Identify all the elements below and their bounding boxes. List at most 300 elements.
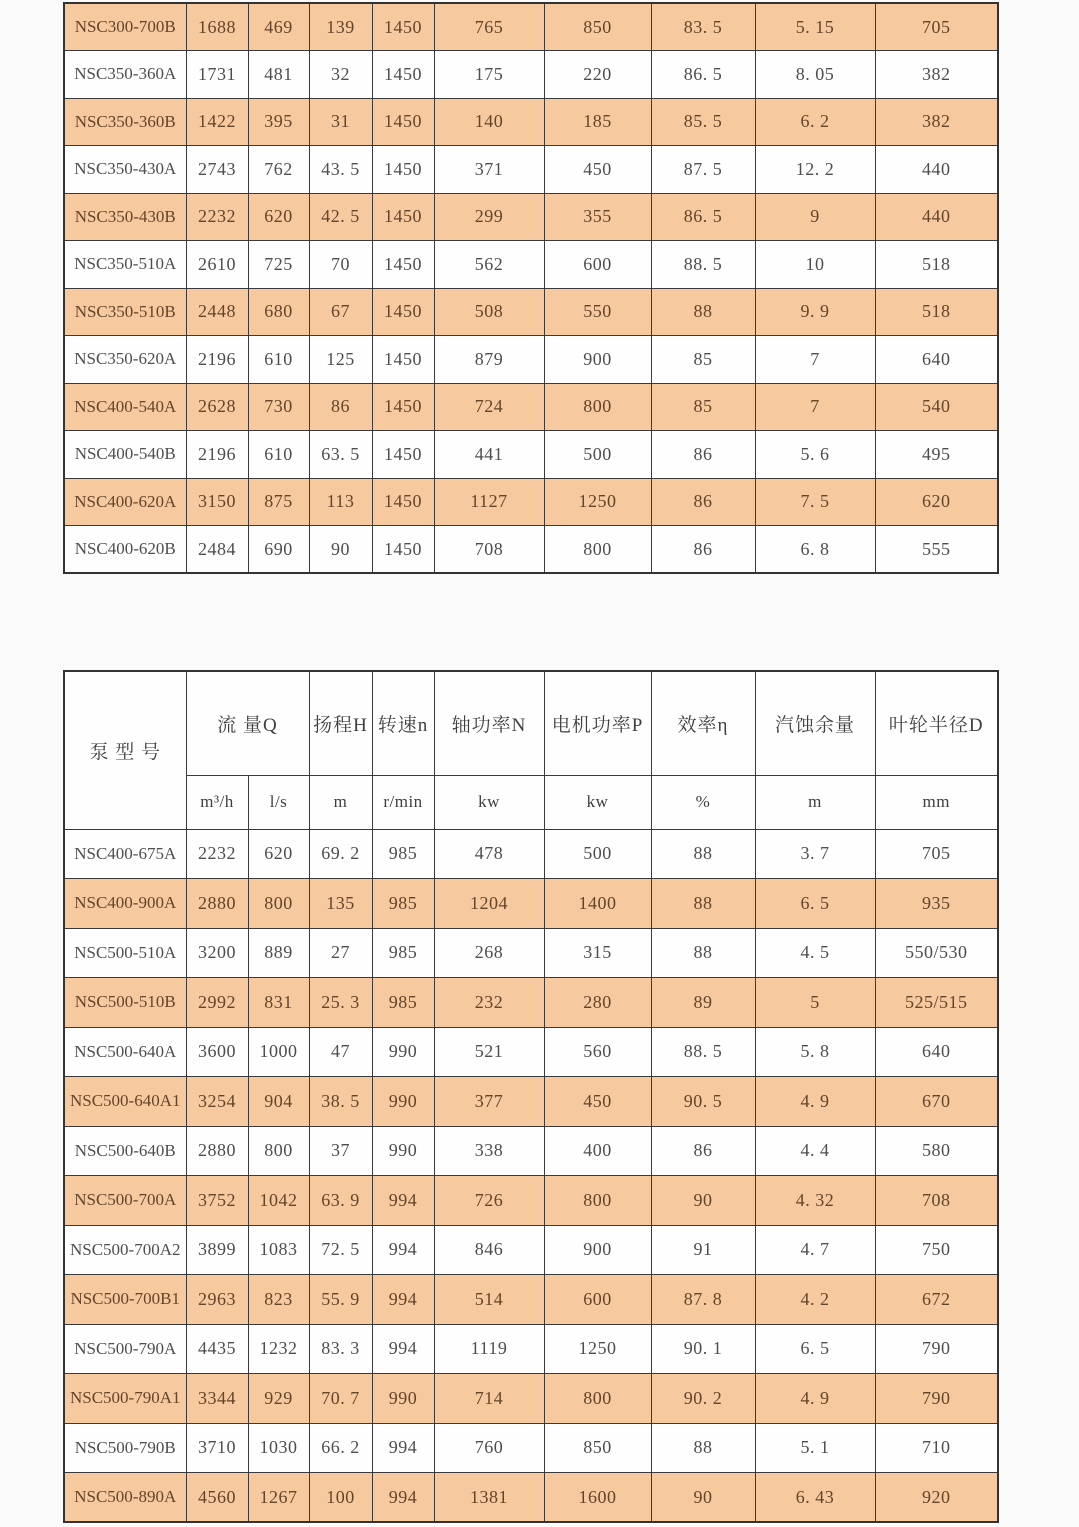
pump-spec-table-lower: [63, 670, 999, 1523]
value-cell: 1127: [434, 478, 544, 526]
value-cell: 1042: [248, 1176, 309, 1226]
value-cell: 1450: [372, 51, 434, 99]
header-shaft-power-n: 轴功率N: [434, 671, 544, 775]
table-row: [64, 1423, 998, 1473]
value-cell: 90: [309, 526, 372, 574]
value-cell: 55. 9: [309, 1275, 372, 1325]
pump-spec-table-upper: [63, 2, 999, 574]
value-cell: 3600: [186, 1027, 248, 1077]
value-cell: 800: [544, 526, 651, 574]
value-cell: 5. 1: [755, 1423, 875, 1473]
value-cell: 2743: [186, 146, 248, 194]
value-cell: 1083: [248, 1225, 309, 1275]
value-cell: 879: [434, 336, 544, 384]
value-cell: 8. 05: [755, 51, 875, 99]
value-cell: 889: [248, 928, 309, 978]
value-cell: 440: [875, 146, 998, 194]
value-cell: 63. 9: [309, 1176, 372, 1226]
value-cell: 86: [651, 526, 755, 574]
value-cell: 481: [248, 51, 309, 99]
table-row: [64, 431, 998, 479]
value-cell: 125: [309, 336, 372, 384]
value-cell: 89: [651, 978, 755, 1028]
value-cell: 70. 7: [309, 1374, 372, 1424]
pump-model-cell: NSC500-790A: [64, 1324, 186, 1374]
value-cell: 850: [544, 1423, 651, 1473]
value-cell: 990: [372, 1126, 434, 1176]
value-cell: 47: [309, 1027, 372, 1077]
table-row: [64, 1225, 998, 1275]
value-cell: 2232: [186, 193, 248, 241]
value-cell: 268: [434, 928, 544, 978]
value-cell: 550/530: [875, 928, 998, 978]
value-cell: 580: [875, 1126, 998, 1176]
pump-model-cell: NSC400-900A: [64, 879, 186, 929]
value-cell: 2880: [186, 879, 248, 929]
value-cell: 790: [875, 1324, 998, 1374]
value-cell: 400: [544, 1126, 651, 1176]
pump-model-cell: NSC400-540A: [64, 383, 186, 431]
table-row: [64, 879, 998, 929]
value-cell: 500: [544, 829, 651, 879]
value-cell: 86. 5: [651, 193, 755, 241]
value-cell: 680: [248, 288, 309, 336]
table-row: [64, 1027, 998, 1077]
header-flow-q: 流 量Q: [186, 671, 309, 775]
value-cell: 86: [651, 431, 755, 479]
value-cell: 994: [372, 1275, 434, 1325]
value-cell: 66. 2: [309, 1423, 372, 1473]
value-cell: 4. 2: [755, 1275, 875, 1325]
value-cell: 900: [544, 336, 651, 384]
value-cell: 185: [544, 98, 651, 146]
value-cell: 760: [434, 1423, 544, 1473]
value-cell: 640: [875, 1027, 998, 1077]
value-cell: 85: [651, 383, 755, 431]
value-cell: 450: [544, 1077, 651, 1127]
value-cell: 67: [309, 288, 372, 336]
value-cell: 90. 1: [651, 1324, 755, 1374]
unit-kw-shaft: kw: [434, 775, 544, 829]
value-cell: 91: [651, 1225, 755, 1275]
table-row: [64, 98, 998, 146]
value-cell: 4. 5: [755, 928, 875, 978]
value-cell: 5. 6: [755, 431, 875, 479]
unit-mm: mm: [875, 775, 998, 829]
header-impeller-d: 叶轮半径D: [875, 671, 998, 775]
value-cell: 139: [309, 3, 372, 51]
value-cell: 7. 5: [755, 478, 875, 526]
value-cell: 86: [651, 1126, 755, 1176]
value-cell: 985: [372, 928, 434, 978]
value-cell: 338: [434, 1126, 544, 1176]
value-cell: 508: [434, 288, 544, 336]
value-cell: 2628: [186, 383, 248, 431]
value-cell: 377: [434, 1077, 544, 1127]
value-cell: 478: [434, 829, 544, 879]
value-cell: 299: [434, 193, 544, 241]
value-cell: 90: [651, 1176, 755, 1226]
table-row: [64, 1324, 998, 1374]
value-cell: 1450: [372, 336, 434, 384]
unit-rmin: r/min: [372, 775, 434, 829]
value-cell: 495: [875, 431, 998, 479]
pump-model-cell: NSC500-640B: [64, 1126, 186, 1176]
table-row: [64, 928, 998, 978]
value-cell: 920: [875, 1473, 998, 1523]
value-cell: 1450: [372, 383, 434, 431]
value-cell: 1450: [372, 193, 434, 241]
value-cell: 38. 5: [309, 1077, 372, 1127]
value-cell: 1267: [248, 1473, 309, 1523]
value-cell: 10: [755, 241, 875, 289]
value-cell: 12. 2: [755, 146, 875, 194]
value-cell: 4. 9: [755, 1374, 875, 1424]
value-cell: 450: [544, 146, 651, 194]
table-row: [64, 146, 998, 194]
value-cell: 610: [248, 336, 309, 384]
value-cell: 6. 5: [755, 1324, 875, 1374]
value-cell: 1381: [434, 1473, 544, 1523]
value-cell: 100: [309, 1473, 372, 1523]
value-cell: 762: [248, 146, 309, 194]
value-cell: 4. 7: [755, 1225, 875, 1275]
pump-model-cell: NSC350-430A: [64, 146, 186, 194]
value-cell: 1030: [248, 1423, 309, 1473]
value-cell: 1450: [372, 3, 434, 51]
pump-model-cell: NSC300-700B: [64, 3, 186, 51]
value-cell: 610: [248, 431, 309, 479]
value-cell: 555: [875, 526, 998, 574]
value-cell: 2963: [186, 1275, 248, 1325]
value-cell: 518: [875, 288, 998, 336]
unit-ls: l/s: [248, 775, 309, 829]
value-cell: 113: [309, 478, 372, 526]
value-cell: 4. 4: [755, 1126, 875, 1176]
value-cell: 5. 8: [755, 1027, 875, 1077]
value-cell: 514: [434, 1275, 544, 1325]
value-cell: 371: [434, 146, 544, 194]
value-cell: 726: [434, 1176, 544, 1226]
value-cell: 620: [248, 193, 309, 241]
value-cell: 4. 32: [755, 1176, 875, 1226]
table-row: [64, 383, 998, 431]
value-cell: 1450: [372, 241, 434, 289]
value-cell: 69. 2: [309, 829, 372, 879]
unit-m3h: m³/h: [186, 775, 248, 829]
table-row: [64, 829, 998, 879]
value-cell: 1450: [372, 146, 434, 194]
value-cell: 800: [248, 1126, 309, 1176]
pump-model-cell: NSC400-540B: [64, 431, 186, 479]
value-cell: 72. 5: [309, 1225, 372, 1275]
table-row: [64, 1126, 998, 1176]
value-cell: 2196: [186, 336, 248, 384]
pump-model-cell: NSC500-640A: [64, 1027, 186, 1077]
value-cell: 135: [309, 879, 372, 929]
value-cell: 620: [248, 829, 309, 879]
value-cell: 6. 5: [755, 879, 875, 929]
value-cell: 730: [248, 383, 309, 431]
table-row: [64, 193, 998, 241]
value-cell: 27: [309, 928, 372, 978]
value-cell: 232: [434, 978, 544, 1028]
value-cell: 382: [875, 98, 998, 146]
value-cell: 42. 5: [309, 193, 372, 241]
table-row: [64, 1374, 998, 1424]
value-cell: 714: [434, 1374, 544, 1424]
value-cell: 3200: [186, 928, 248, 978]
value-cell: 670: [875, 1077, 998, 1127]
table-row: [64, 3, 998, 51]
value-cell: 83. 5: [651, 3, 755, 51]
value-cell: 710: [875, 1423, 998, 1473]
table-row: [64, 1176, 998, 1226]
value-cell: 90. 2: [651, 1374, 755, 1424]
value-cell: 315: [544, 928, 651, 978]
value-cell: 140: [434, 98, 544, 146]
value-cell: 7: [755, 383, 875, 431]
value-cell: 790: [875, 1374, 998, 1424]
value-cell: 1232: [248, 1324, 309, 1374]
pump-model-cell: NSC350-620A: [64, 336, 186, 384]
value-cell: 800: [248, 879, 309, 929]
value-cell: 7: [755, 336, 875, 384]
value-cell: 1450: [372, 288, 434, 336]
value-cell: 708: [434, 526, 544, 574]
value-cell: 88: [651, 879, 755, 929]
value-cell: 1600: [544, 1473, 651, 1523]
value-cell: 690: [248, 526, 309, 574]
unit-percent: %: [651, 775, 755, 829]
pump-model-cell: NSC350-510A: [64, 241, 186, 289]
value-cell: 990: [372, 1027, 434, 1077]
value-cell: 1450: [372, 478, 434, 526]
value-cell: 220: [544, 51, 651, 99]
value-cell: 2196: [186, 431, 248, 479]
table-row: [64, 288, 998, 336]
value-cell: 831: [248, 978, 309, 1028]
value-cell: 85. 5: [651, 98, 755, 146]
value-cell: 6. 2: [755, 98, 875, 146]
value-cell: 994: [372, 1324, 434, 1374]
table-row: [64, 1473, 998, 1523]
pump-model-cell: NSC500-890A: [64, 1473, 186, 1523]
header-efficiency-eta: 效率η: [651, 671, 755, 775]
value-cell: 540: [875, 383, 998, 431]
value-cell: 935: [875, 879, 998, 929]
table-row: [64, 241, 998, 289]
value-cell: 88: [651, 288, 755, 336]
value-cell: 994: [372, 1225, 434, 1275]
header-head-h: 扬程H: [309, 671, 372, 775]
value-cell: 985: [372, 978, 434, 1028]
value-cell: 88. 5: [651, 241, 755, 289]
value-cell: 750: [875, 1225, 998, 1275]
value-cell: 5: [755, 978, 875, 1028]
value-cell: 43. 5: [309, 146, 372, 194]
value-cell: 88: [651, 1423, 755, 1473]
value-cell: 6. 43: [755, 1473, 875, 1523]
value-cell: 395: [248, 98, 309, 146]
value-cell: 6. 8: [755, 526, 875, 574]
value-cell: 800: [544, 1176, 651, 1226]
value-cell: 4435: [186, 1324, 248, 1374]
pump-model-cell: NSC500-700B1: [64, 1275, 186, 1325]
value-cell: 1250: [544, 478, 651, 526]
value-cell: 850: [544, 3, 651, 51]
value-cell: 1000: [248, 1027, 309, 1077]
value-cell: 31: [309, 98, 372, 146]
pump-model-cell: NSC500-700A: [64, 1176, 186, 1226]
value-cell: 37: [309, 1126, 372, 1176]
value-cell: 823: [248, 1275, 309, 1325]
value-cell: 88. 5: [651, 1027, 755, 1077]
value-cell: 990: [372, 1077, 434, 1127]
value-cell: 800: [544, 1374, 651, 1424]
pump-model-cell: NSC400-620B: [64, 526, 186, 574]
value-cell: 3. 7: [755, 829, 875, 879]
unit-kw-motor: kw: [544, 775, 651, 829]
value-cell: 1731: [186, 51, 248, 99]
header-pump-model: 泵 型 号: [64, 671, 186, 829]
value-cell: 2232: [186, 829, 248, 879]
value-cell: 9: [755, 193, 875, 241]
value-cell: 640: [875, 336, 998, 384]
value-cell: 994: [372, 1423, 434, 1473]
value-cell: 32: [309, 51, 372, 99]
value-cell: 1400: [544, 879, 651, 929]
value-cell: 2448: [186, 288, 248, 336]
table-row: [64, 526, 998, 574]
value-cell: 560: [544, 1027, 651, 1077]
value-cell: 600: [544, 241, 651, 289]
value-cell: 280: [544, 978, 651, 1028]
value-cell: 90. 5: [651, 1077, 755, 1127]
value-cell: 4. 9: [755, 1077, 875, 1127]
table-row: [64, 336, 998, 384]
value-cell: 25. 3: [309, 978, 372, 1028]
value-cell: 90: [651, 1473, 755, 1523]
pump-model-cell: NSC500-640A1: [64, 1077, 186, 1127]
unit-m-npsh: m: [755, 775, 875, 829]
value-cell: 87. 8: [651, 1275, 755, 1325]
table-row: [64, 478, 998, 526]
header-npsh: 汽蚀余量: [755, 671, 875, 775]
pump-model-cell: NSC400-620A: [64, 478, 186, 526]
value-cell: 2484: [186, 526, 248, 574]
value-cell: 725: [248, 241, 309, 289]
value-cell: 87. 5: [651, 146, 755, 194]
value-cell: 355: [544, 193, 651, 241]
pump-model-cell: NSC500-510A: [64, 928, 186, 978]
value-cell: 2992: [186, 978, 248, 1028]
header-row-main: [64, 671, 998, 775]
value-cell: 994: [372, 1176, 434, 1226]
value-cell: 469: [248, 3, 309, 51]
value-cell: 708: [875, 1176, 998, 1226]
value-cell: 5. 15: [755, 3, 875, 51]
pump-model-cell: NSC350-430B: [64, 193, 186, 241]
value-cell: 3254: [186, 1077, 248, 1127]
value-cell: 1119: [434, 1324, 544, 1374]
table-row: [64, 978, 998, 1028]
pump-model-cell: NSC500-510B: [64, 978, 186, 1028]
value-cell: 86. 5: [651, 51, 755, 99]
value-cell: 800: [544, 383, 651, 431]
value-cell: 1688: [186, 3, 248, 51]
pump-model-cell: NSC500-790B: [64, 1423, 186, 1473]
value-cell: 562: [434, 241, 544, 289]
value-cell: 441: [434, 431, 544, 479]
pump-model-cell: NSC500-700A2: [64, 1225, 186, 1275]
value-cell: 85: [651, 336, 755, 384]
value-cell: 929: [248, 1374, 309, 1424]
unit-m-head: m: [309, 775, 372, 829]
value-cell: 9. 9: [755, 288, 875, 336]
value-cell: 846: [434, 1225, 544, 1275]
pump-model-cell: NSC350-510B: [64, 288, 186, 336]
value-cell: 518: [875, 241, 998, 289]
value-cell: 990: [372, 1374, 434, 1424]
value-cell: 3899: [186, 1225, 248, 1275]
value-cell: 875: [248, 478, 309, 526]
value-cell: 3150: [186, 478, 248, 526]
value-cell: 440: [875, 193, 998, 241]
header-row-units: [64, 775, 998, 829]
value-cell: 620: [875, 478, 998, 526]
value-cell: 672: [875, 1275, 998, 1325]
value-cell: 1450: [372, 98, 434, 146]
value-cell: 3752: [186, 1176, 248, 1226]
value-cell: 550: [544, 288, 651, 336]
value-cell: 500: [544, 431, 651, 479]
value-cell: 900: [544, 1225, 651, 1275]
value-cell: 724: [434, 383, 544, 431]
header-speed-n: 转速n: [372, 671, 434, 775]
value-cell: 83. 3: [309, 1324, 372, 1374]
table-row: [64, 1077, 998, 1127]
value-cell: 3344: [186, 1374, 248, 1424]
value-cell: 521: [434, 1027, 544, 1077]
value-cell: 1422: [186, 98, 248, 146]
value-cell: 3710: [186, 1423, 248, 1473]
value-cell: 705: [875, 829, 998, 879]
table-row: [64, 51, 998, 99]
pump-model-cell: NSC350-360B: [64, 98, 186, 146]
value-cell: 985: [372, 829, 434, 879]
value-cell: 1250: [544, 1324, 651, 1374]
header-motor-power-p: 电机功率P: [544, 671, 651, 775]
value-cell: 1450: [372, 431, 434, 479]
value-cell: 2880: [186, 1126, 248, 1176]
value-cell: 2610: [186, 241, 248, 289]
value-cell: 4560: [186, 1473, 248, 1523]
value-cell: 525/515: [875, 978, 998, 1028]
value-cell: 600: [544, 1275, 651, 1325]
value-cell: 88: [651, 928, 755, 978]
value-cell: 985: [372, 879, 434, 929]
pump-model-cell: NSC500-790A1: [64, 1374, 186, 1424]
value-cell: 994: [372, 1473, 434, 1523]
value-cell: 86: [309, 383, 372, 431]
value-cell: 70: [309, 241, 372, 289]
value-cell: 904: [248, 1077, 309, 1127]
value-cell: 1450: [372, 526, 434, 574]
value-cell: 382: [875, 51, 998, 99]
pump-model-cell: NSC350-360A: [64, 51, 186, 99]
value-cell: 705: [875, 3, 998, 51]
